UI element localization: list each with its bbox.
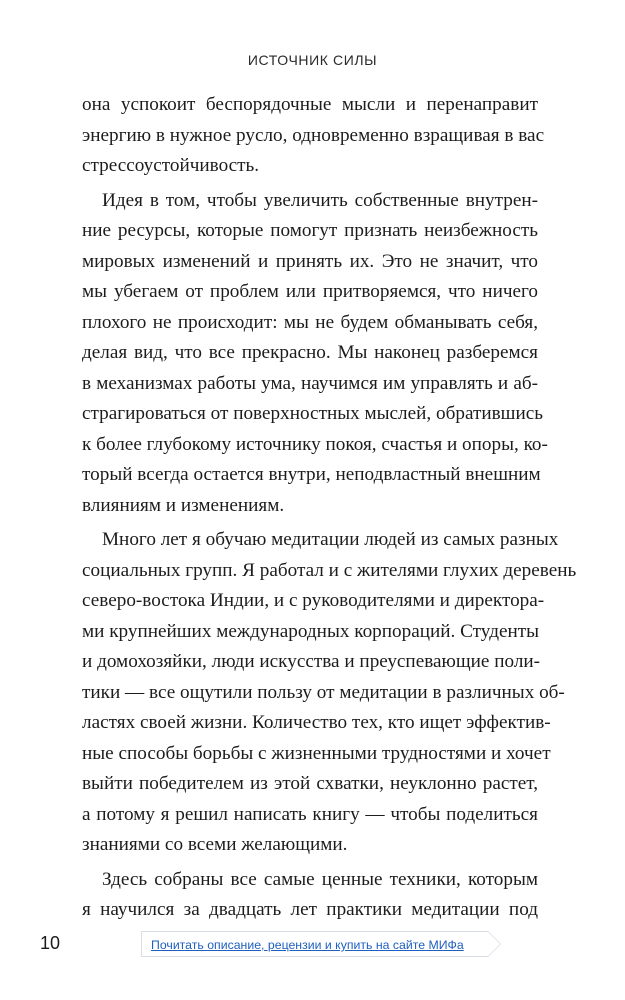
text-line: ные способы борьбы с жизненными трудностями и хочет (82, 742, 551, 764)
text-line: к более глубокому источнику покоя, счастья и опоры, ко- (82, 433, 548, 455)
page-number: 10 (40, 933, 61, 953)
text-line: а потому я решил написать книгу — чтобы поделиться (82, 803, 538, 825)
text-line: ми крупнейших международных корпораций. Студенты (82, 620, 540, 642)
body-text (82, 90, 577, 926)
text-line: Много лет я обучаю медитации людей из самых разных (102, 529, 559, 550)
running-head: ИСТОЧНИК СИЛЫ (247, 52, 378, 68)
text-line: ние ресурсы, которые помогут признать неизбежность (82, 220, 538, 241)
text-line: страгироваться от поверхностных мыслей, обратившись (82, 403, 543, 424)
text-line: я научился за двадцать лет практики медитации под (82, 899, 538, 920)
text-line: плохого не происходит: мы не будем обманывать себя, (82, 311, 538, 333)
text-line: выйти победителем из этой схватки, неуклонно растет, (82, 773, 538, 794)
text-line: знаниями со всеми желающими. (82, 834, 348, 855)
text-line: мировых изменений и принять их. Это не значит, что (82, 250, 538, 272)
text-line: Здесь собраны все самые ценные техники, которым (102, 868, 538, 890)
promo-link[interactable]: Почитать описание, рецензии и купить на сайте МИФа (141, 931, 488, 957)
text-line: влияниям и изменениям. (82, 494, 285, 516)
text-line: Идея в том, чтобы увеличить собственные внутрен- (102, 189, 538, 211)
text-line: мы убегаем от проблем или притворяемся, что ничего (82, 281, 538, 302)
text-line: в механизмах работы ума, научимся им управлять и аб- (82, 372, 538, 394)
text-line: тики — все ощутили пользу от медитации в различных об- (82, 681, 565, 703)
text-line: социальных групп. Я работал и с жителями глухих деревень (82, 559, 577, 581)
text-line: энергию в нужное русло, одновременно взращивая в вас (82, 124, 545, 146)
text-line: делая вид, что все прекрасно. Мы наконец разберемся (82, 342, 538, 363)
text-line: она успокоит беспорядочные мысли и перенаправит (82, 94, 538, 115)
text-line: ластях своей жизни. Количество тех, кто ищет эффектив- (82, 712, 551, 733)
text-line: и домохозяйки, люди искусства и преуспевающие поли- (82, 651, 541, 672)
text-line: торый всегда остается внутри, неподвластный внешним (82, 464, 541, 485)
text-line: стрессоустойчивость. (82, 155, 260, 176)
text-line: северо-востока Индии, и с руководителями и директора- (82, 590, 545, 611)
